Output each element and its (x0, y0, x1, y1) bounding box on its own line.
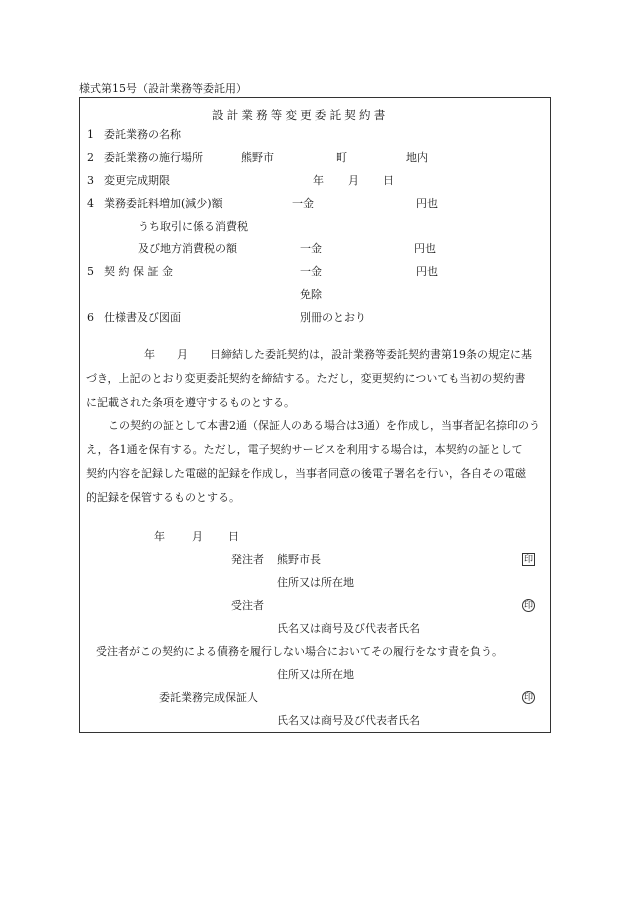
item-label-specs: 仕様書及び図面 (104, 311, 181, 324)
location-city: 熊野市 (241, 151, 274, 164)
item-label-fee-change: 業務委託料増加(減少)額 (104, 197, 223, 210)
contract-frame (79, 97, 551, 733)
paragraph-1-line: づき，上記のとおり変更委託契約を締結する。ただし，変更契約についても当初の契約書 (86, 372, 526, 385)
paragraph-2-line: 的記録を保管するものとする。 (86, 491, 240, 504)
orderer-name: 熊野市長 (277, 553, 321, 566)
square-seal-icon: 印 (523, 555, 533, 565)
item-number: 3 (87, 174, 94, 187)
circle-seal-icon: 印 (523, 601, 533, 611)
deadline-year: 年 (313, 174, 324, 187)
item-number: 2 (87, 151, 94, 164)
signature-date-day: 日 (228, 530, 239, 543)
deposit-kin: 一金 (300, 265, 322, 278)
circle-seal-icon: 印 (523, 693, 533, 703)
tax-label-line1: うち取引に係る消費税 (138, 220, 248, 233)
deposit-yen: 円也 (416, 265, 438, 278)
item-number: 4 (87, 197, 94, 210)
address-label-1: 住所又は所在地 (277, 576, 354, 589)
signature-date-year: 年 (154, 530, 165, 543)
location-lot: 地内 (406, 151, 428, 164)
orderer-label: 発注者 (231, 553, 264, 566)
location-town: 町 (336, 151, 347, 164)
name-label-1: 氏名又は商号及び代表者氏名 (277, 622, 420, 635)
item-label-deadline: 変更完成期限 (104, 174, 170, 187)
fee-kin: 一金 (292, 197, 314, 210)
tax-yen: 円也 (414, 242, 436, 255)
name-label-2: 氏名又は商号及び代表者氏名 (277, 714, 420, 727)
paragraph-2-line: 契約内容を記録した電磁的記録を作成し，当事者同意の後電子署名を行い，各自その電磁 (86, 467, 526, 480)
guarantor-label: 委託業務完成保証人 (159, 691, 258, 704)
item-number: 6 (87, 311, 94, 324)
deadline-day: 日 (383, 174, 394, 187)
paragraph-1-line: 年 月 日締結した委託契約は，設計業務等委託契約書第19条の規定に基 (144, 348, 532, 361)
item-label-work-name: 委託業務の名称 (104, 128, 181, 141)
address-label-2: 住所又は所在地 (277, 668, 354, 681)
item-label-deposit: 契 約 保 証 金 (104, 265, 173, 278)
item-number: 5 (87, 265, 94, 278)
specs-value: 別冊のとおり (300, 311, 366, 324)
paragraph-2-line: え，各1通を保有する。ただし，電子契約サービスを利用する場合は，本契約の証として (86, 443, 523, 456)
deposit-exempt: 免除 (300, 288, 322, 301)
deadline-month: 月 (348, 174, 359, 187)
tax-kin: 一金 (300, 242, 322, 255)
signature-date-month: 月 (192, 530, 203, 543)
form-number-label: 様式第15号（設計業務等委託用） (79, 82, 247, 95)
paragraph-1-line: に記載された条項を遵守するものとする。 (86, 396, 295, 409)
guarantee-note: 受注者がこの契約による債務を履行しない場合においてその履行をなす責を負う。 (96, 645, 503, 658)
contractor-label: 受注者 (231, 599, 264, 612)
fee-yen: 円也 (416, 197, 438, 210)
item-label-location: 委託業務の施行場所 (104, 151, 203, 164)
paragraph-2-line: この契約の証として本書2通（保証人のある場合は3通）を作成し，当事者記名捺印のう (108, 419, 540, 432)
document-title: 設計業務等変更委託契約書 (212, 108, 389, 122)
item-number: 1 (87, 128, 94, 141)
tax-label-line2: 及び地方消費税の額 (138, 242, 237, 255)
